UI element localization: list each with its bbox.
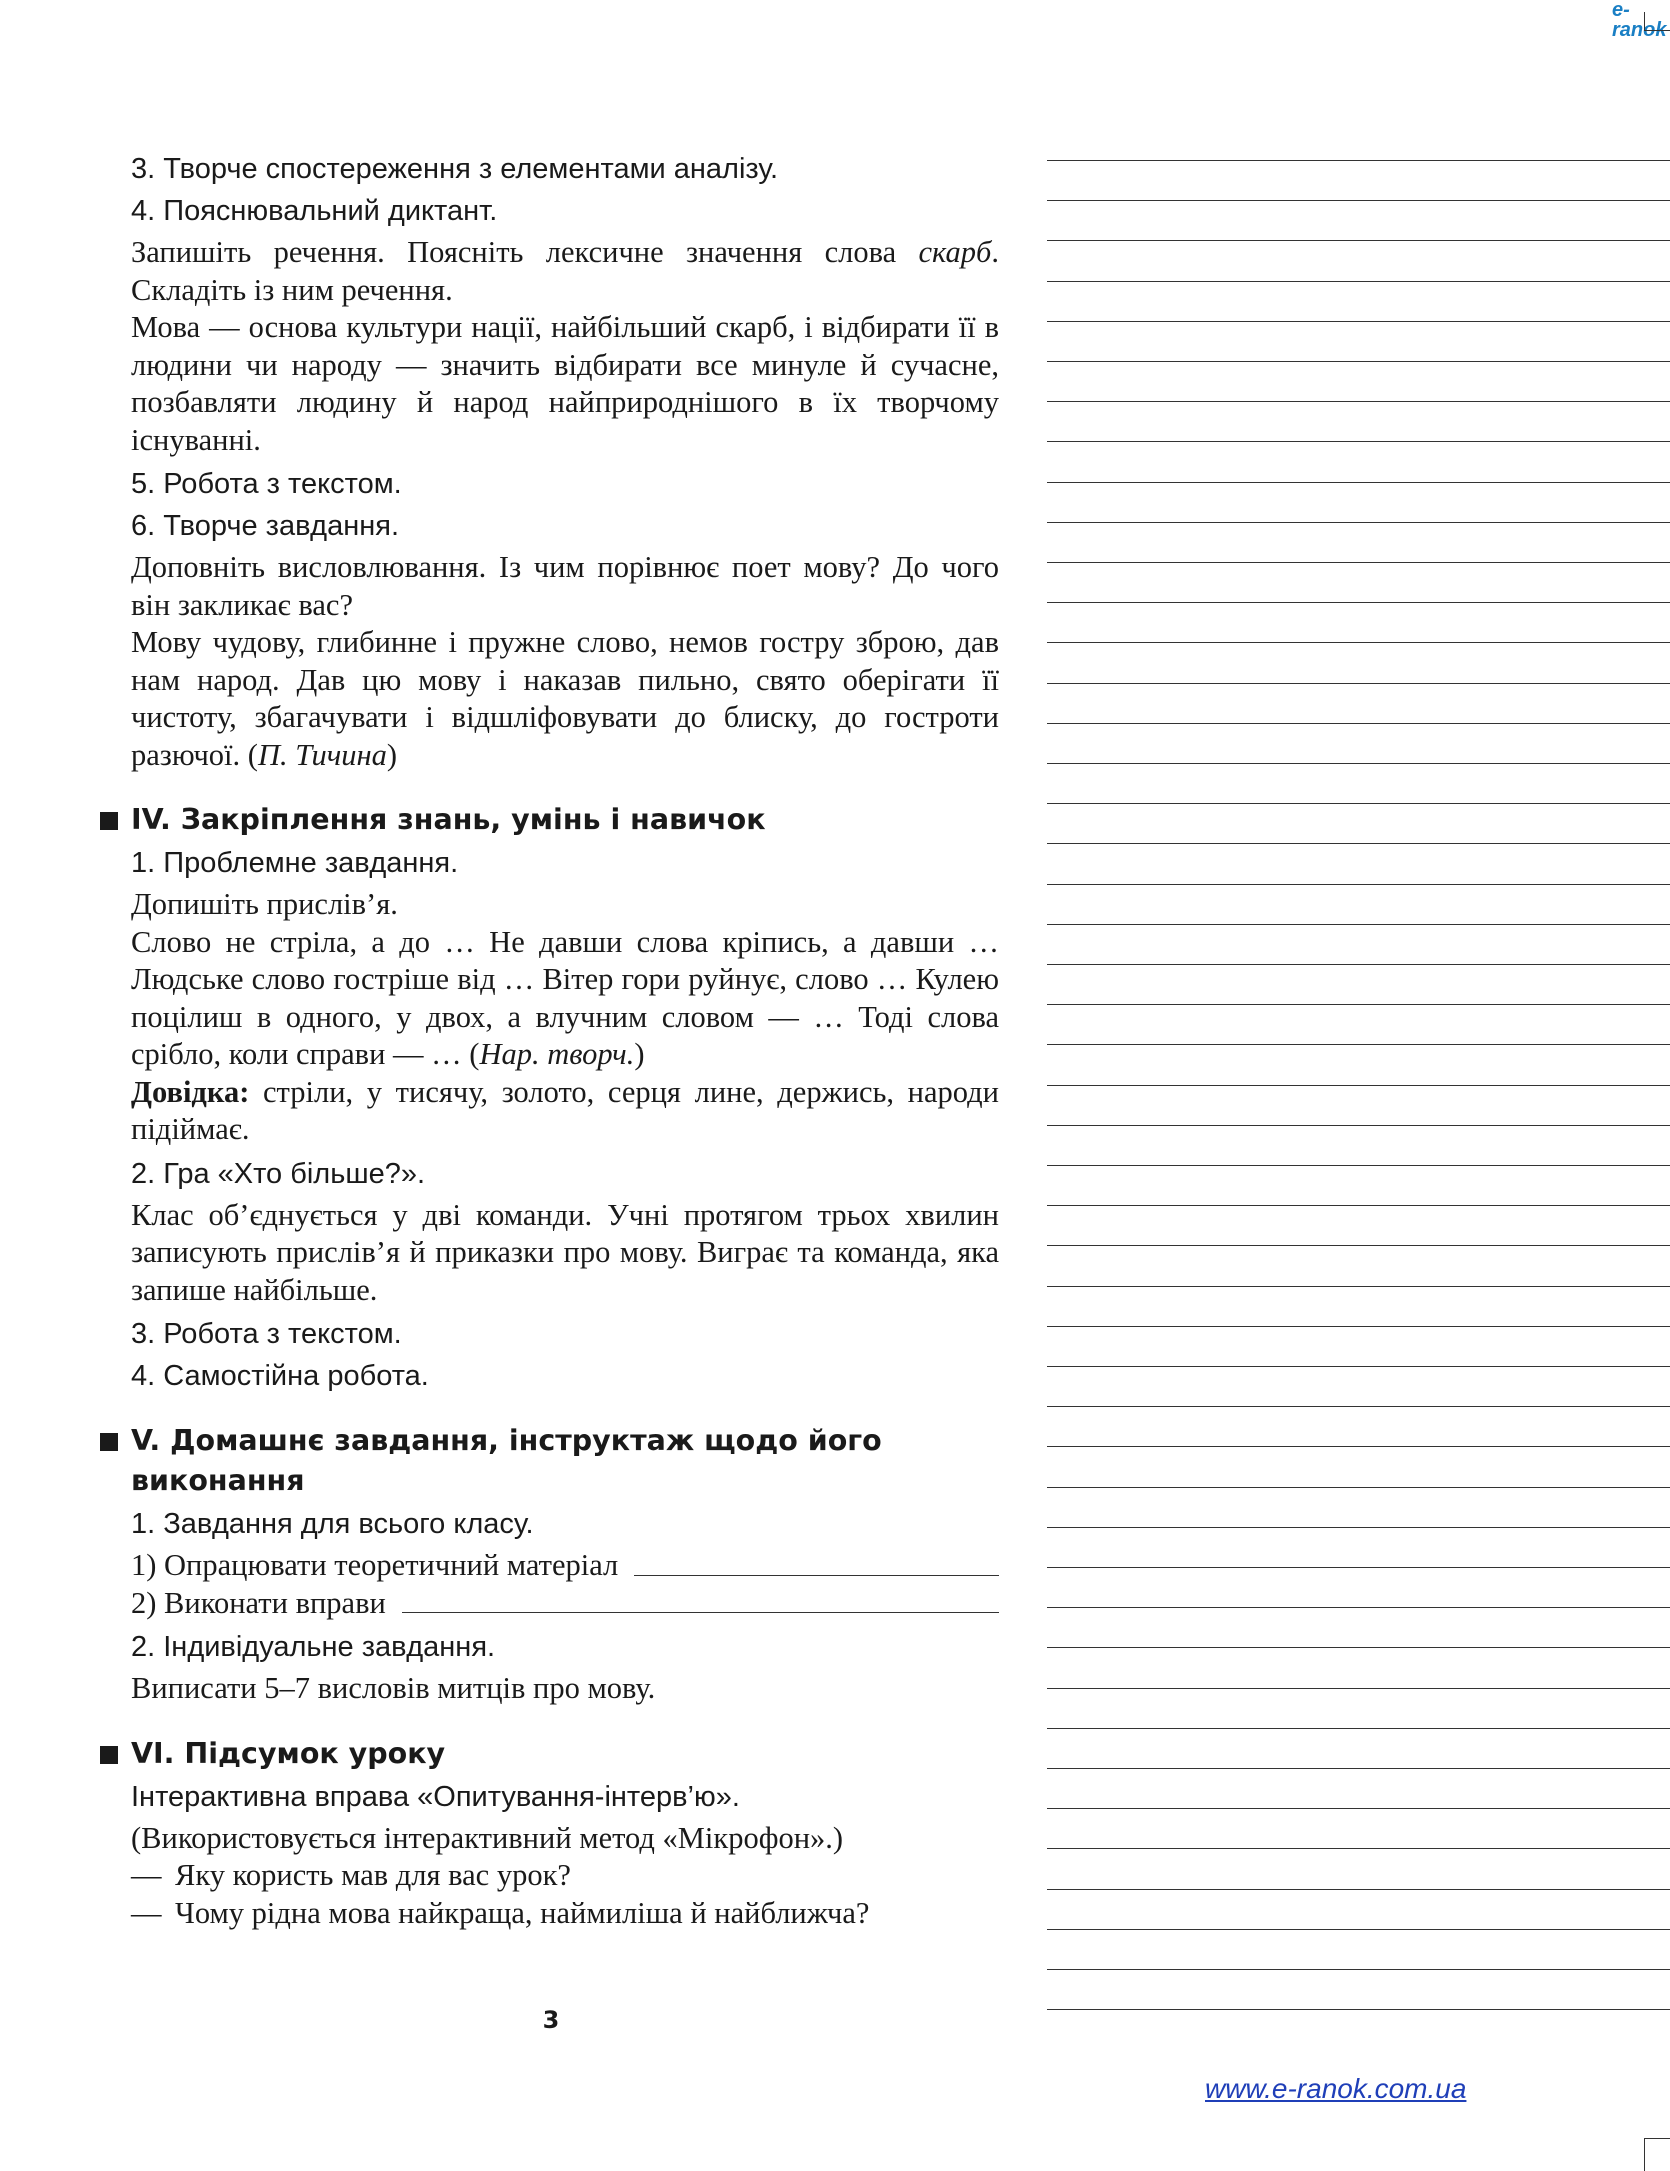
- note-line[interactable]: [1047, 1326, 1670, 1327]
- note-line[interactable]: [1047, 562, 1670, 563]
- task-heading: 6. Творче завдання.: [131, 510, 400, 542]
- question-item: [131, 1857, 999, 1895]
- task-heading: 4. Пояснювальний диктант.: [131, 195, 498, 227]
- question-item: [131, 1895, 999, 1933]
- text-run: Мову чудову, глибинне і пружне слово, немов гостру зброю, дав нам народ. Дав цю мову і наказав пильно, свято оберігати її чистоту, збагачувати і відшліфовувати до блиску, до гостроти разючої. (: [131, 625, 999, 772]
- page-number: 3: [542, 2006, 560, 2034]
- task-heading: 2. Гра «Хто більше?».: [131, 1157, 426, 1190]
- text-run: Виписати 5–7 висловів митців про мову.: [131, 1671, 656, 1705]
- paragraph: [131, 309, 999, 459]
- note-line[interactable]: [1047, 1889, 1670, 1890]
- note-line[interactable]: [1047, 884, 1670, 885]
- note-line[interactable]: [1047, 1245, 1670, 1246]
- note-line[interactable]: [1047, 1004, 1670, 1005]
- note-line[interactable]: [1047, 1125, 1670, 1126]
- note-line[interactable]: [1047, 1085, 1670, 1086]
- text-run: стріли, у тисячу, золото, серця лине, держись, народи підіймає.: [131, 1074, 999, 1146]
- fill-in-label: 1) Опрацювати теоретичний матеріал: [131, 1548, 619, 1582]
- text-run: Запишіть речення. Поясніть лексичне значення слова: [131, 235, 919, 269]
- note-line[interactable]: [1047, 924, 1670, 925]
- text-run: скарб: [918, 235, 992, 269]
- section-heading: [131, 1734, 999, 1774]
- text-run: Слово не стріла, а до … Не давши слова кріпись, а давши … Людське слово гостріше від … Вітер гори руйнує, слово … Кулею поцілиш в одного, у двох, а влучним словом — … Тоді слова срібло, коли справи — … (: [131, 924, 999, 1071]
- crop-mark-bottom: [1644, 2138, 1670, 2171]
- note-line[interactable]: [1047, 361, 1670, 362]
- paragraph: [131, 1197, 999, 1310]
- paragraph: [131, 624, 999, 774]
- task-heading: 5. Робота з текстом.: [131, 468, 402, 500]
- bullet-square-icon: [100, 1746, 118, 1764]
- note-line[interactable]: [1047, 2009, 1670, 2010]
- note-line[interactable]: [1047, 1929, 1670, 1930]
- note-line[interactable]: [1047, 723, 1670, 724]
- task-heading: 3. Робота з текстом.: [131, 1318, 402, 1350]
- text-run: Клас об’єднується у дві команди. Учні протягом трьох хвилин записують прислів’я й приказки про мову. Виграє та команда, яка запише найбільше.: [131, 1197, 999, 1307]
- text-run: ): [634, 1037, 645, 1071]
- note-line[interactable]: [1047, 1728, 1670, 1729]
- task-heading: 3. Творче спостереження з елементами аналізу.: [131, 153, 779, 185]
- note-line[interactable]: [1047, 1527, 1670, 1528]
- text-run: ): [386, 737, 398, 772]
- text-run: Допишіть прислів’я.: [131, 887, 398, 921]
- website-link[interactable]: www.e-ranok.com.ua: [1205, 2073, 1467, 2104]
- text-run: Нар. творч.: [479, 1037, 635, 1071]
- note-line[interactable]: [1047, 281, 1670, 282]
- task-heading: 2. Індивідуальне завдання.: [131, 1631, 496, 1663]
- section-heading-text: V. Домашнє завдання, інструктаж щодо його виконання: [131, 1424, 882, 1497]
- note-line[interactable]: [1047, 1446, 1670, 1447]
- note-line[interactable]: [1047, 1848, 1670, 1849]
- note-line[interactable]: [1047, 1487, 1670, 1488]
- note-line[interactable]: [1047, 1567, 1670, 1568]
- fill-in-item: [131, 1547, 999, 1585]
- note-line[interactable]: [1047, 803, 1670, 804]
- section-heading: [131, 1421, 999, 1501]
- dash-bullet: —: [131, 1858, 162, 1892]
- answer-blank-line[interactable]: [402, 1611, 999, 1613]
- note-line[interactable]: [1047, 763, 1670, 764]
- note-line[interactable]: [1047, 401, 1670, 402]
- text-run: П. Тичина: [257, 737, 387, 772]
- note-line[interactable]: [1047, 1044, 1670, 1045]
- lesson-text: [131, 146, 999, 1932]
- note-line[interactable]: [1047, 321, 1670, 322]
- text-run: . Складіть із ним речення.: [131, 235, 999, 307]
- dash-bullet: —: [131, 1895, 162, 1930]
- section-heading: [131, 800, 999, 840]
- answer-blank-line[interactable]: [634, 1574, 999, 1576]
- task-heading: 4. Самостійна робота.: [131, 1360, 429, 1392]
- note-line[interactable]: [1047, 1205, 1670, 1206]
- note-line[interactable]: [1047, 1165, 1670, 1166]
- paragraph: [131, 1074, 999, 1149]
- note-line[interactable]: [1047, 1406, 1670, 1407]
- text-run: Доповніть висловлювання. Із чим порівнює поет мову? До чого він закликає вас?: [131, 550, 999, 622]
- question-text: Яку користь мав для вас урок?: [175, 1858, 571, 1892]
- note-line[interactable]: [1047, 1647, 1670, 1648]
- text-run: Мова — основа культури нації, найбільший скарб, і відбирати її в людини чи народу — значить відбирати все минуле й сучасне, позбавляти людину й народ найприроднішого в їх творчому існуванні.: [131, 310, 999, 457]
- publisher-logo: e-ranok: [1612, 0, 1667, 41]
- note-line[interactable]: [1047, 1286, 1670, 1287]
- paragraph: [131, 549, 999, 624]
- note-line[interactable]: [1047, 1688, 1670, 1689]
- paragraph: [131, 234, 999, 309]
- note-line[interactable]: [1047, 1366, 1670, 1367]
- paragraph: [131, 886, 999, 924]
- fill-in-item: [131, 1585, 999, 1623]
- paragraph: [131, 924, 999, 1074]
- bullet-square-icon: [100, 812, 118, 830]
- note-line[interactable]: [1047, 964, 1670, 965]
- note-line[interactable]: [1047, 441, 1670, 442]
- note-line[interactable]: [1047, 843, 1670, 844]
- text-run: (Використовується інтерактивний метод «Мікрофон».): [131, 1820, 844, 1855]
- note-line[interactable]: [1047, 683, 1670, 684]
- section-heading-text: IV. Закріплення знань, умінь і навичок: [131, 803, 766, 836]
- note-line[interactable]: [1047, 200, 1670, 201]
- note-line[interactable]: [1047, 642, 1670, 643]
- section-heading-text: VI. Підсумок уроку: [131, 1736, 446, 1770]
- note-line[interactable]: [1047, 160, 1670, 161]
- note-line[interactable]: [1047, 1607, 1670, 1608]
- note-line[interactable]: [1047, 1808, 1670, 1809]
- task-heading: Інтерактивна вправа «Опитування-інтерв’ю».: [131, 1780, 740, 1813]
- task-heading: 1. Завдання для всього класу.: [131, 1508, 534, 1540]
- bullet-square-icon: [100, 1433, 118, 1451]
- note-line[interactable]: [1047, 1768, 1670, 1769]
- note-line[interactable]: [1047, 522, 1670, 523]
- note-line[interactable]: [1047, 240, 1670, 241]
- note-line[interactable]: [1047, 602, 1670, 603]
- task-heading: 1. Проблемне завдання.: [131, 847, 459, 879]
- question-text: Чому рідна мова найкраща, наймиліша й найближча?: [175, 1895, 870, 1930]
- paragraph: [131, 1670, 999, 1708]
- note-line[interactable]: [1047, 1969, 1670, 1970]
- crop-mark-top: [1644, 12, 1670, 31]
- note-line[interactable]: [1047, 482, 1670, 483]
- fill-in-label: 2) Виконати вправи: [131, 1585, 386, 1620]
- paragraph: [131, 1820, 999, 1858]
- text-run: Довідка:: [131, 1074, 250, 1109]
